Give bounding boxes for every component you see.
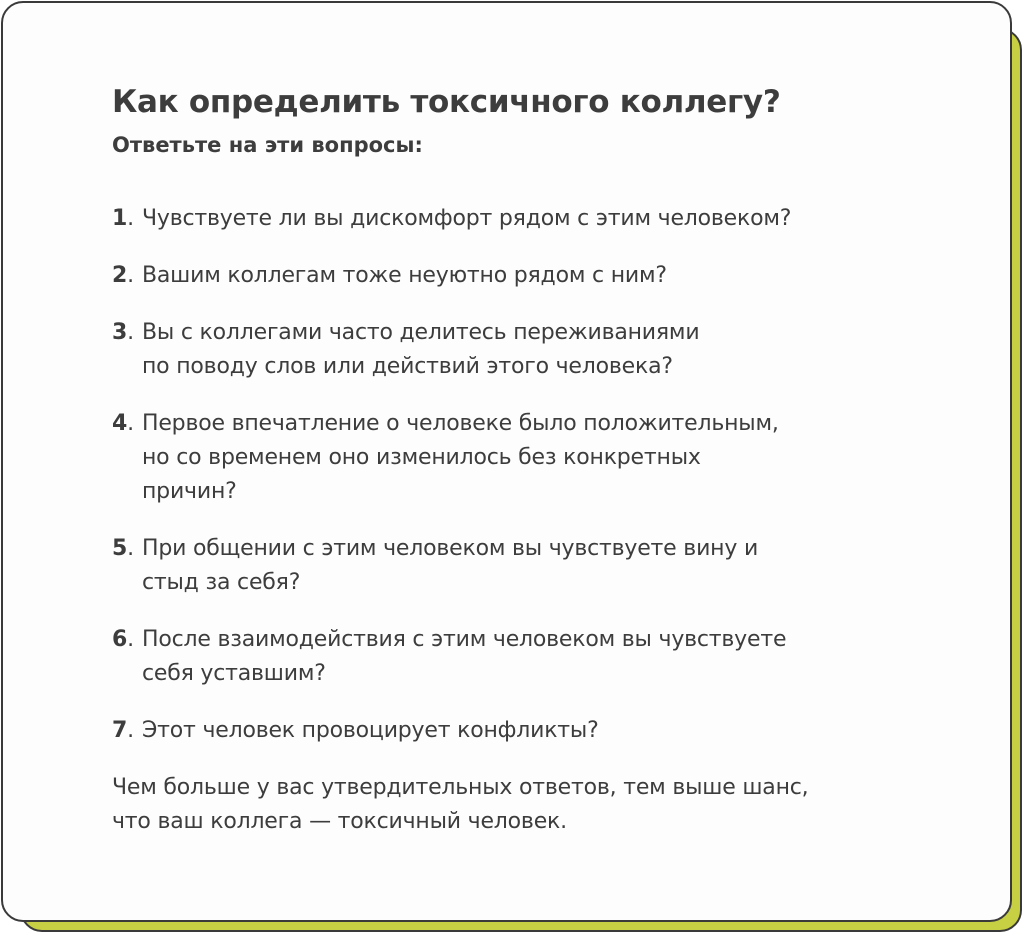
question-number: 5. (112, 536, 134, 561)
question-item (112, 316, 902, 384)
question-number: 1. (112, 206, 134, 231)
question-text: Чувствуете ли вы дискомфорт рядом с этим человеком? (142, 206, 792, 231)
question-text: Первое впечатление о человеке было положительным, но со временем оно изменилось без конкретных причин? (142, 411, 779, 504)
card-content (112, 78, 902, 839)
question-text: После взаимодействия с этим человеком вы чувствуете себя уставшим? (142, 627, 787, 686)
question-number: 2. (112, 263, 134, 288)
question-text: Вашим коллегам тоже неуютно рядом с ним? (142, 263, 667, 288)
question-item (112, 259, 902, 293)
page-subtitle: Ответьте на эти вопросы: (112, 133, 423, 157)
question-number: 3. (112, 320, 134, 345)
question-item (112, 623, 902, 691)
page-title: Как определить токсичного коллегу? (112, 84, 781, 120)
question-number: 6. (112, 627, 134, 652)
question-item (112, 714, 902, 748)
question-text: Этот человек провоцирует конфликты? (142, 718, 599, 743)
question-item (112, 407, 902, 509)
conclusion-text: Чем больше у вас утвердительных ответов, тем выше шанс, что ваш коллега — токсичный человек. (112, 775, 809, 834)
question-item (112, 532, 902, 600)
question-text: При общении с этим человеком вы чувствуете вину и стыд за себя? (142, 536, 759, 595)
question-text: Вы с коллегами часто делитесь переживаниями по поводу слов или действий этого человека? (142, 320, 700, 379)
question-item (112, 202, 902, 236)
question-number: 4. (112, 411, 134, 436)
question-list (112, 202, 902, 748)
question-number: 7. (112, 718, 134, 743)
